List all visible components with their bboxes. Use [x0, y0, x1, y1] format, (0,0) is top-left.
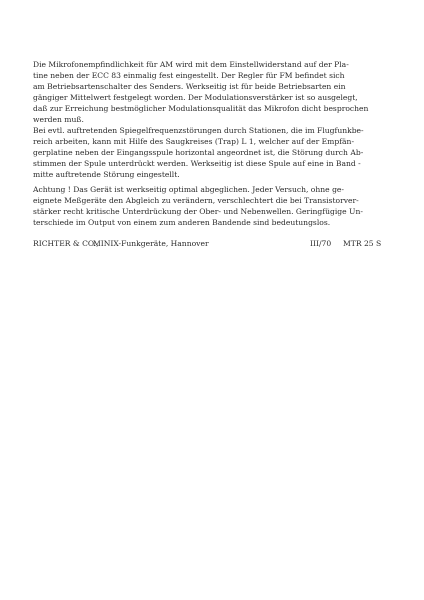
text-line: tine neben der ECC 83 einmalig fest eingestellt. Der Regler für FM befindet sich [33, 71, 345, 80]
text-line: mitte auftretende Störung eingestellt. [33, 170, 180, 179]
text-line: Achtung ! Das Gerät ist werkseitig optimal abgeglichen. Jeder Versuch, ohne ge- [33, 185, 344, 194]
text-line: Bei evtl. auftretenden Spiegelfrequenzstörungen durch Stationen, die im Flugfunkbe- [33, 126, 364, 135]
paragraph-attention-notice [33, 184, 395, 228]
text-line: Die Mikrofonempfindlichkeit für AM wird mit dem Einstellwiderstand auf der Pla- [33, 60, 349, 69]
text-line: gängiger Mittelwert festgelegt worden. Der Modulationsverstärker ist so ausgelegt, [33, 93, 358, 102]
text-line: werden muß. [33, 115, 84, 124]
footer-model: MTR 25 S [343, 239, 382, 248]
paragraph-image-frequency-interference [33, 125, 395, 180]
text-line: daß zur Erreichung bestmöglicher Modulationsqualität das Mikrofon dicht besprochen [33, 104, 369, 113]
text-line: am Betriebsartenschalter des Senders. Werkseitig ist für beide Betriebsarten ein [33, 82, 346, 91]
paragraph-microphone-sensitivity [33, 59, 395, 125]
footer-company: RICHTER & CO., [33, 239, 99, 248]
text-line: stärker recht kritische Unterdrückung der Ober- und Nebenwellen. Geringfügige Un- [33, 207, 363, 216]
text-line: reich arbeiten, kann mit Hilfe des Saugkreises (Trap) L 1, welcher auf der Empfän- [33, 137, 355, 146]
text-line: eignete Meßgeräte den Abgleich zu verändern, verschlechtert die bei Transistorver- [33, 196, 359, 205]
footer-date: III/70 [310, 239, 332, 248]
footer-place: MINIX-Funkgeräte, Hannover [93, 239, 209, 248]
text-line: gerplatine neben der Eingangsspule horizontal angeordnet ist, die Störung durch Ab- [33, 148, 364, 157]
text-line: stimmen der Spule unterdrückt werden. Werkseitig ist diese Spule auf eine in Band - [33, 159, 361, 168]
text-line: terschiede im Output von einem zum anderen Bandende sind bedeutungslos. [33, 218, 331, 227]
